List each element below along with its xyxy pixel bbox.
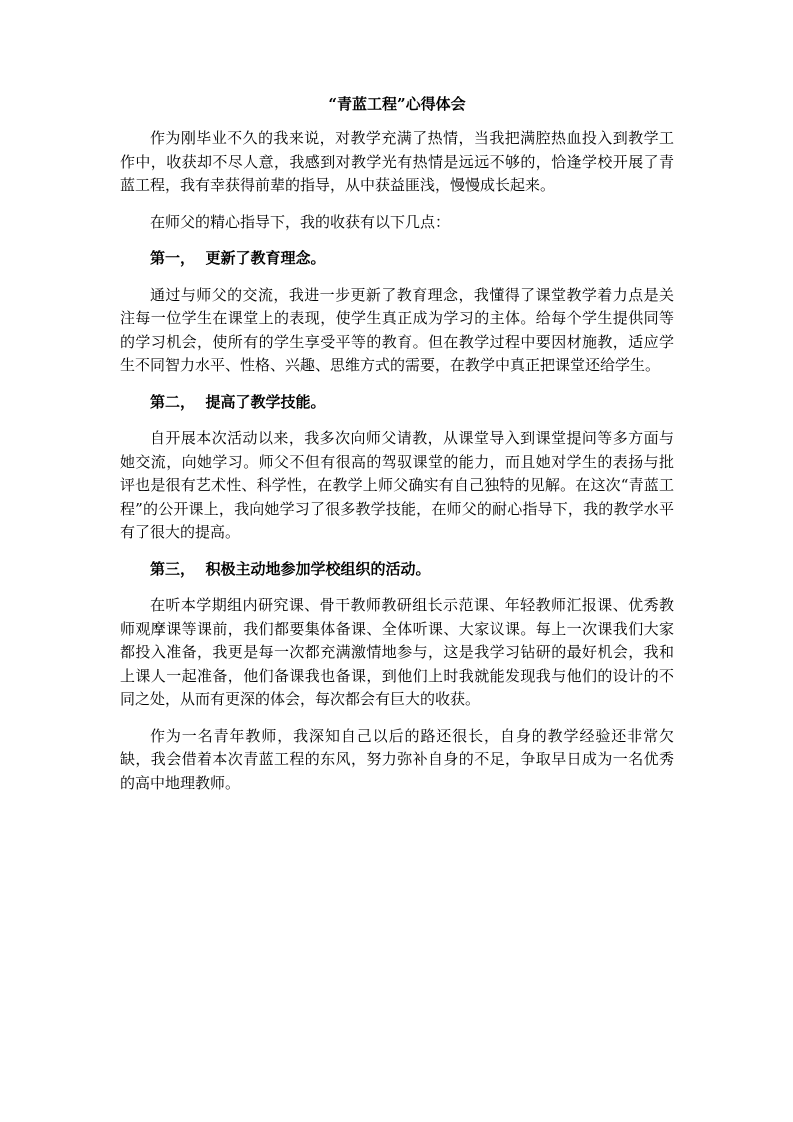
document-title: “青蓝工程”心得体会 (328, 95, 466, 113)
section-heading-1: 第一， 更新了教育理念。 (150, 249, 326, 267)
closing-paragraph: 作为一名青年教师，我深知自己以后的路还很长，自身的教学经验还非常欠缺，我会借着本次青蓝工程的东风，努力弥补自身的不足，争取早日成为一名优秀的高中地理教师。 (120, 726, 674, 792)
document-body (120, 93, 674, 808)
section-heading-3: 第三， 积极主动地参加学校组织的活动。 (150, 559, 431, 578)
section-body-2: 自开展本次活动以来，我多次向师父请教，从课堂导入到课堂提问等多方面与她交流，向她学习。师父不但有很高的驾驭课堂的能力，而且她对学生的表扬与批评也是很有艺术性、科学性，在教学上师父确实有自己独特的见解。在这次“青蓝工程”的公开课上，我向她学习了很多教学技能，在师父的耐心指导下，我的教学水平有了很大的提高。 (120, 429, 674, 541)
intro-paragraph: 作为刚毕业不久的我来说，对教学充满了热情，当我把满腔热血投入到教学工作中，收获却不尽人意，我感到对教学光有热情是远远不够的，恰逢学校开展了青蓝工程，我有幸获得前辈的指导，从中获益匪浅，慢慢成长起来。 (120, 129, 674, 194)
section-body-3: 在听本学期组内研究课、骨干教师教研组长示范课、年轻教师汇报课、优秀教师观摩课等课前，我们都要集体备课、全体听课、大家议课。每上一次课我们大家都投入准备，我更是每一次都充满激情地参与，这是我学习钻研的最好机会，我和上课人一起准备，他们备课我也备课，到他们上时我就能发现我与他们的设计的不同之处，从而有更深的体会，每次都会有巨大的收获。 (120, 596, 674, 708)
section-body-1: 通过与师父的交流，我进一步更新了教育理念，我懂得了课堂教学着力点是关注每一位学生在课堂上的表现，使学生真正成为学习的主体。给每个学生提供同等的学习机会，使所有的学生享受平等的教育。但在教学过程中要因材施教，适应学生不同智力水平、性格、兴趣、思维方式的需要，在教学中真正把课堂还给学生。 (120, 285, 674, 374)
lead-paragraph: 在师父的精心指导下，我的收获有以下几点： (150, 212, 451, 231)
section-heading-2: 第二， 提高了教学技能。 (150, 392, 326, 411)
